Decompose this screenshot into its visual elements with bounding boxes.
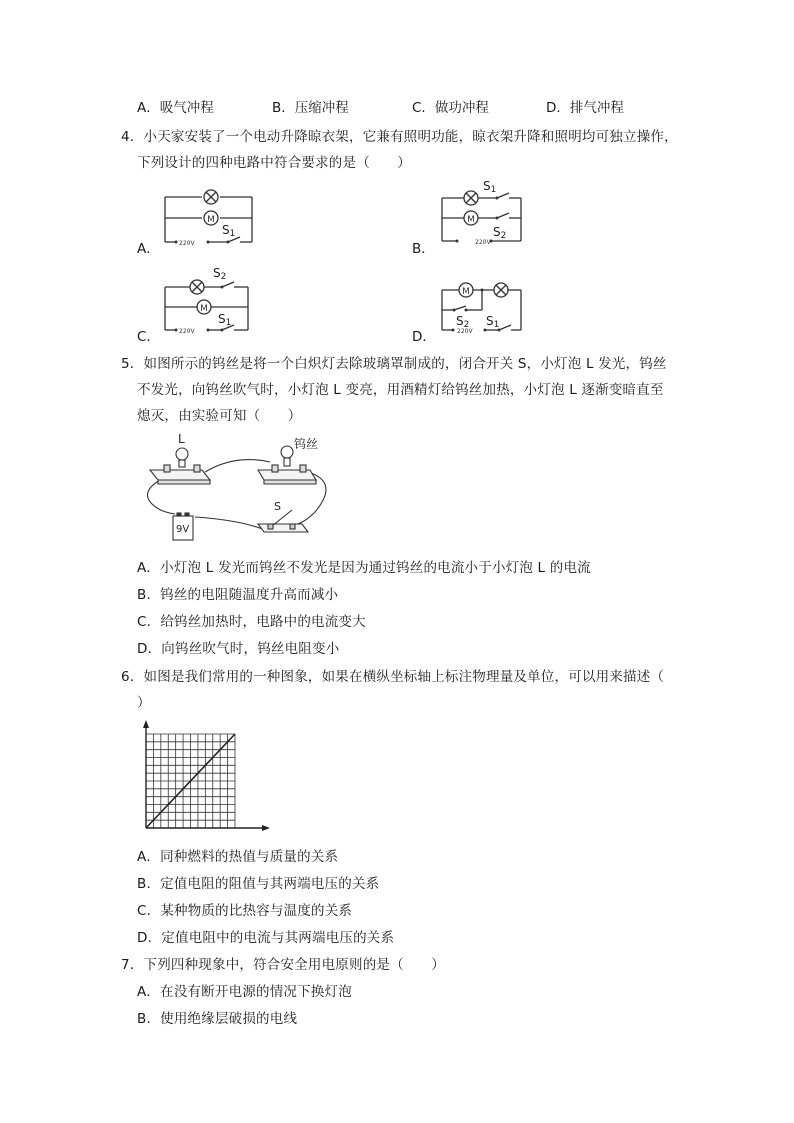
q4-option-d-label: D． [412,329,436,345]
svg-text:S1: S1 [483,179,497,195]
q5-option-a: A．小灯泡 L 发光而钨丝不发光是因为通过钨丝的电流小于小灯泡 L 的电流 [137,560,591,576]
proportional-graph [138,718,273,836]
q4-stem-line2: 下列设计的四种电路中符合要求的是（ ） [137,155,411,171]
q5-option-c: C．给钨丝加热时，电路中的电流变大 [137,614,366,630]
switch-s1-label: S [222,223,230,237]
svg-text:220V: 220V [179,328,195,335]
q4-circuit-c [160,265,260,340]
circuit-d-diagram [437,276,537,340]
q6-option-c: C．某种物质的比热容与温度的关系 [137,903,353,919]
q3-option-b: B．压缩冲程 [272,100,349,116]
svg-text:M: M [467,215,475,225]
q6-option-a: A．同种燃料的热值与质量的关系 [137,849,339,865]
svg-text:S1: S1 [222,223,236,239]
motor-label: M [207,215,215,225]
q5-stem-line3: 熄灭，由实验可知（ ） [137,408,302,424]
q4-option-c-label: C． [137,329,160,345]
q5-option-d: D．向钨丝吹气时，钨丝电阻变小 [137,641,340,657]
svg-text:220V: 220V [475,239,491,246]
q4-stem-line1: 4．小天家安装了一个电动升降晾衣架，它兼有照明功能，晾衣架升降和照明均可独立操作， [121,129,678,145]
tungsten-experiment-diagram [140,432,340,544]
circuit-c-diagram [160,265,260,340]
q6-stem-line2: ） [137,695,151,711]
q6-option-b: B．定值电阻的阻值与其两端电压的关系 [137,876,380,892]
svg-text:S1: S1 [486,314,500,330]
battery-label: 9V [176,524,190,535]
svg-text:220V: 220V [457,328,473,335]
q4-circuit-b [437,178,537,252]
circuit-a-diagram [160,182,260,252]
q6-option-d: D．定值电阻中的电流与其两端电压的关系 [137,930,395,946]
svg-text:S2: S2 [456,314,470,330]
q5-stem-line2: 不发光，向钨丝吹气时，小灯泡 L 变亮，用酒精灯给钨丝加热，小灯泡 L 逐渐变暗直至 [137,382,664,398]
q4-option-b-label: B． [412,241,435,257]
q4-circuit-a [160,182,260,252]
q7-stem-line1: 7．下列四种现象中，符合安全用电原则的是（ ） [121,957,445,973]
svg-text:S2: S2 [493,225,507,241]
switch-s-label: S [274,500,281,513]
svg-text:M: M [200,304,208,314]
q6-graph [138,718,273,836]
tungsten-label: 钨丝 [294,437,319,451]
q5-stem-line1: 5．如图所示的钨丝是将一个白炽灯去除玻璃罩制成的，闭合开关 S，小灯泡 L 发光，钨丝 [121,356,667,372]
q3-option-c: C．做功冲程 [412,100,489,116]
q4-circuit-d [437,276,537,340]
q4-option-a-label: A． [137,241,160,257]
svg-text:M: M [462,287,470,297]
svg-text:S1: S1 [218,312,232,328]
q3-option-d: D．排气冲程 [546,100,624,116]
svg-text:S2: S2 [213,266,227,282]
q6-stem-line1: 6．如图是我们常用的一种图象，如果在横纵坐标轴上标注物理量及单位，可以用来描述（ [121,669,665,685]
voltage-label: 220V [179,240,195,247]
q7-option-a: A．在没有断开电源的情况下换灯泡 [137,984,352,1000]
q5-figure [140,432,340,544]
lamp-l-label: L [178,432,185,446]
circuit-b-diagram [437,178,537,252]
q5-option-b: B．钨丝的电阻随温度升高而减小 [137,587,339,603]
q3-option-a: A．吸气冲程 [137,100,214,116]
q7-option-b: B．使用绝缘层破损的电线 [137,1011,298,1027]
